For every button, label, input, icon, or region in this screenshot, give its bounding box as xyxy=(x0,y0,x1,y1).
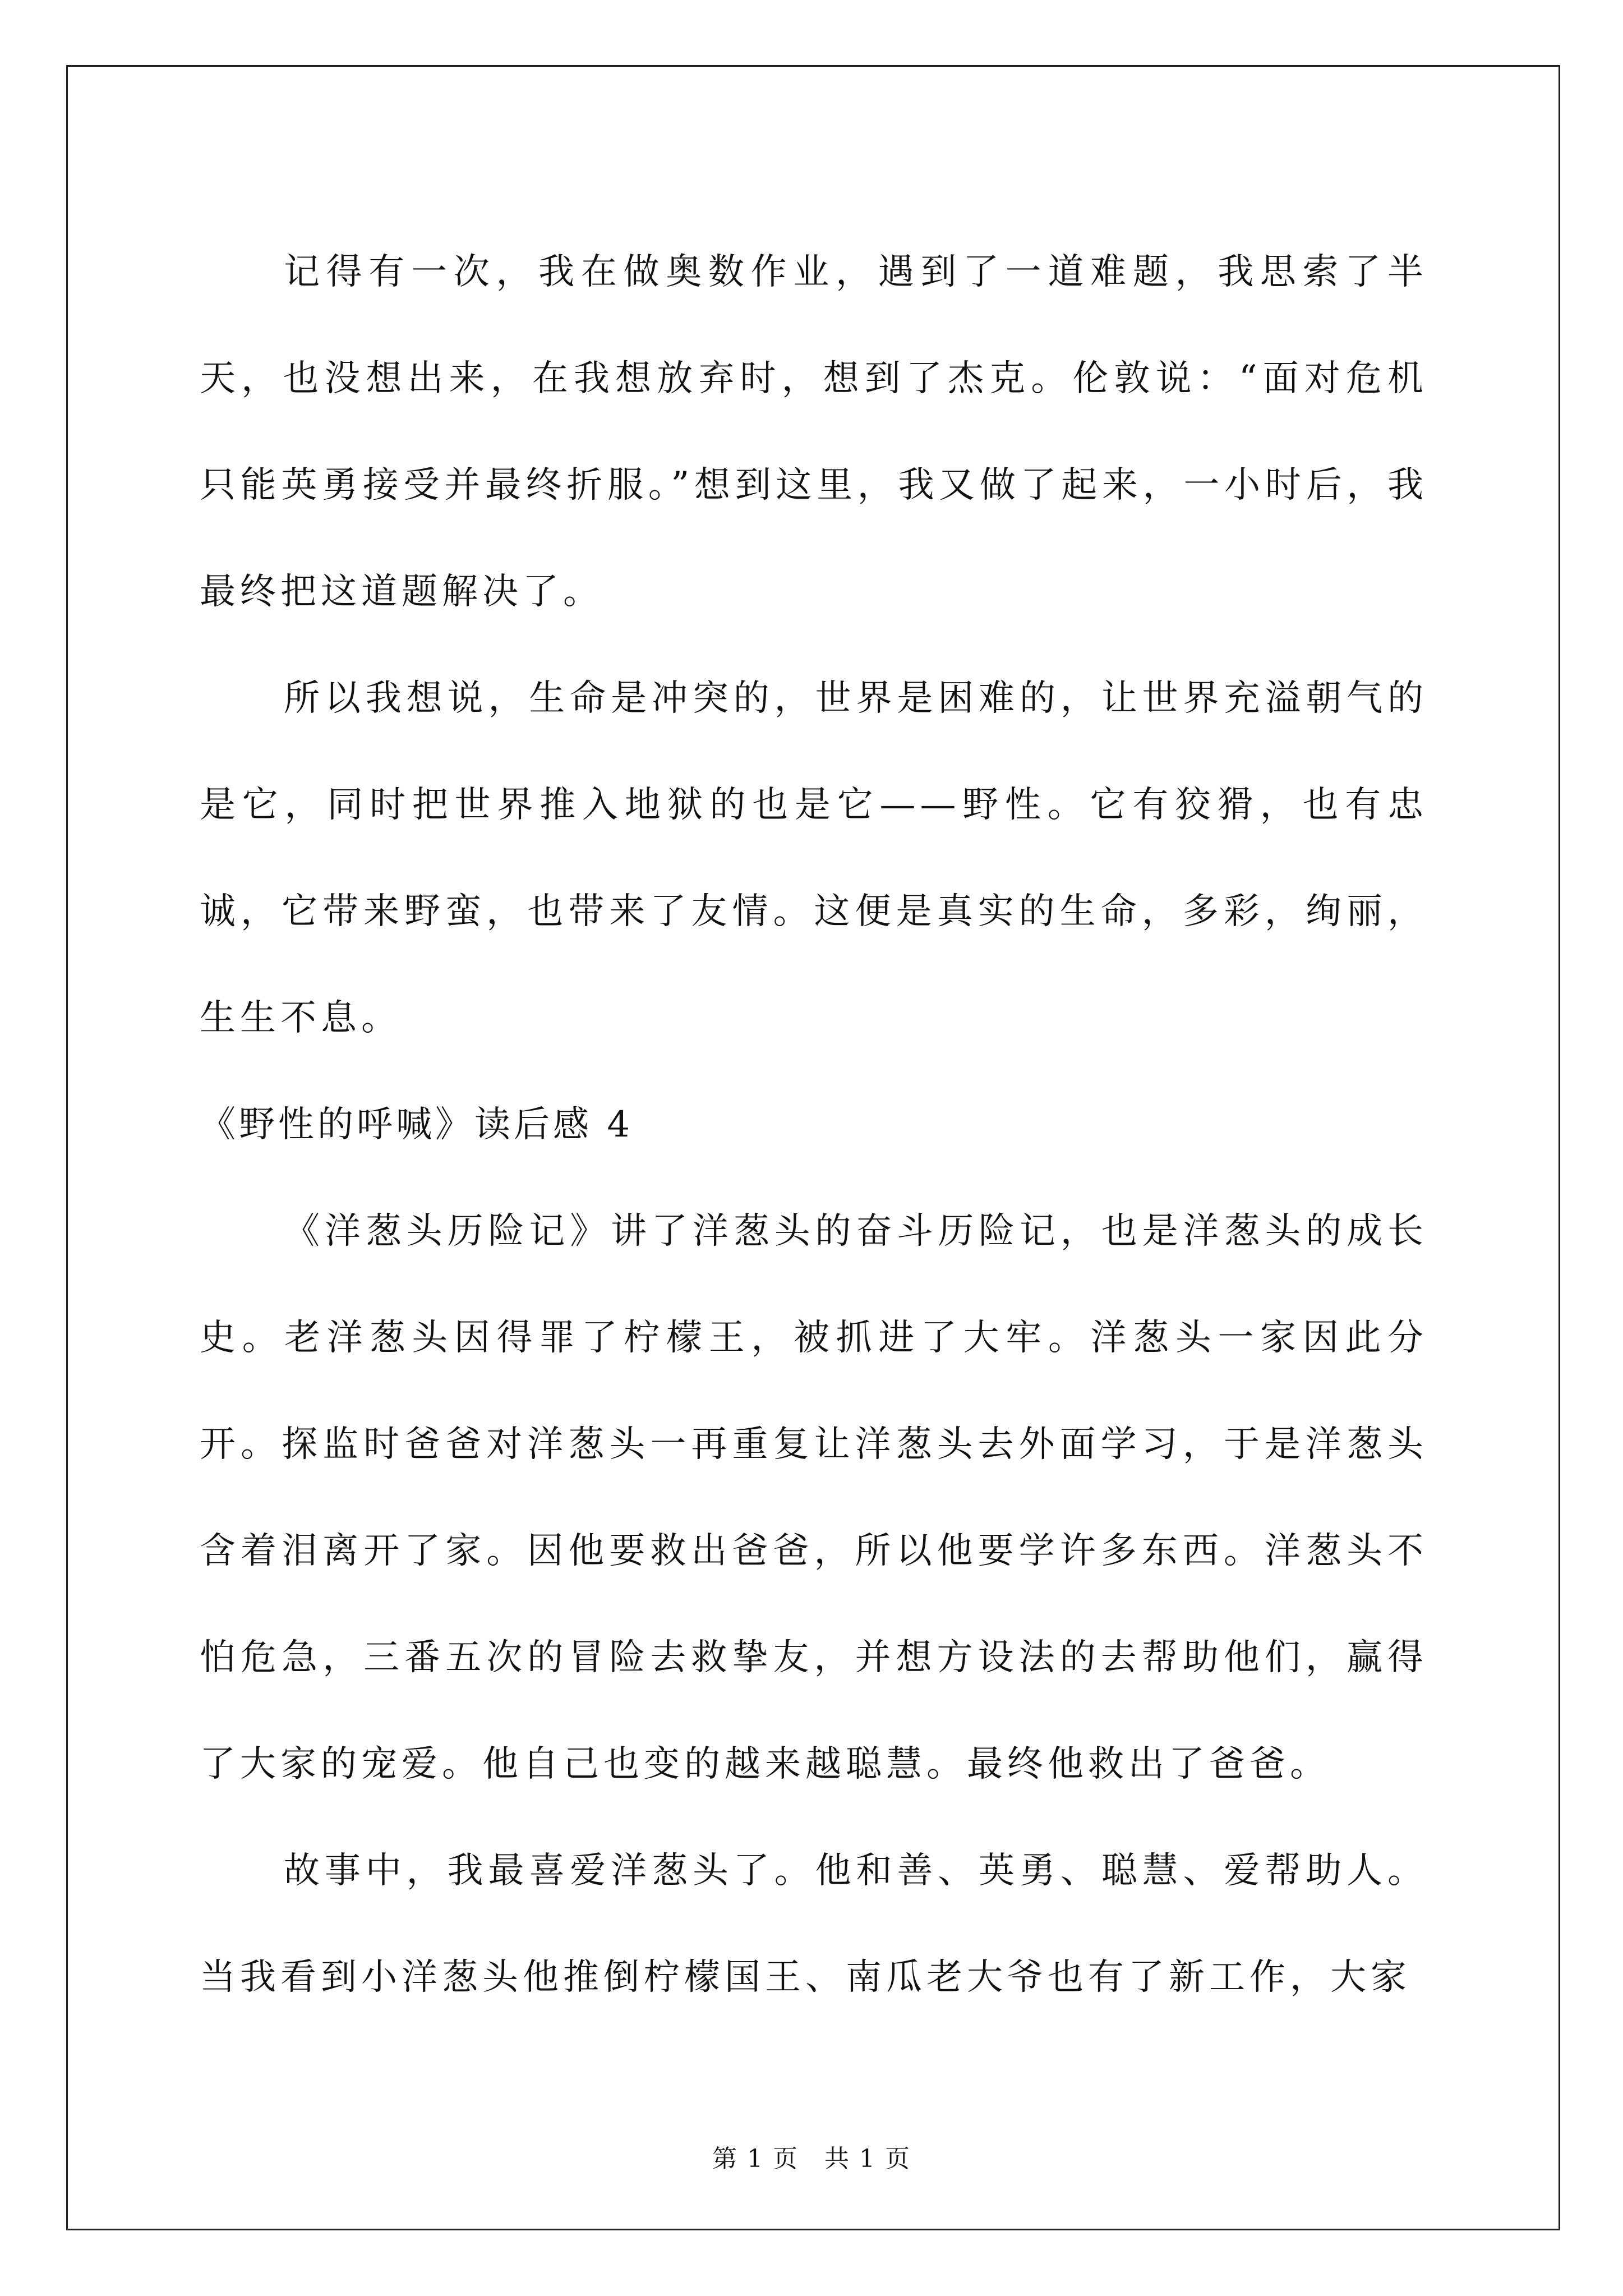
paragraph-4: 故事中，我最喜爱洋葱头了。他和善、英勇、聪慧、爱帮助人。当我看到小洋葱头他推倒柠檬国王、南瓜老大爷也有了新工作，大家 xyxy=(200,1850,1428,1998)
paragraph-3: 《洋葱头历险记》讲了洋葱头的奋斗历险记，也是洋葱头的成长史。老洋葱头因得罪了柠檬王，被抓进了大牢。洋葱头一家因此分开。探监时爸爸对洋葱头一再重复让洋葱头去外面学习，于是洋葱头含着泪离开了家。因他要救出爸爸，所以他要学许多东西。洋葱头不怕危急，三番五次的冒险去救挚友，并想方设法的去帮助他们，赢得了大家的宠爱。他自己也变的越来越聪慧。最终他救出了爸爸。 xyxy=(200,1211,1428,1785)
document-body xyxy=(200,219,1428,2031)
section-heading: 《野性的呼喊》读后感 4 xyxy=(200,1104,634,1145)
paragraph-2: 所以我想说，生命是冲突的，世界是困难的，让世界充溢朝气的是它，同时把世界推入地狱的也是它——野性。它有狡猾，也有忠诚，它带来野蛮，也带来了友情。这便是真实的生命，多彩，绚丽，生生不息。 xyxy=(200,678,1428,1039)
paragraph-1: 记得有一次，我在做奥数作业，遇到了一道难题，我思索了半天，也没想出来，在我想放弃时，想到了杰克。伦敦说：“面对危机只能英勇接受并最终折服。”想到这里，我又做了起来，一小时后，我最终把这道题解决了。 xyxy=(200,251,1428,613)
page-footer: 第 1 页 共 1 页 xyxy=(712,2145,911,2173)
